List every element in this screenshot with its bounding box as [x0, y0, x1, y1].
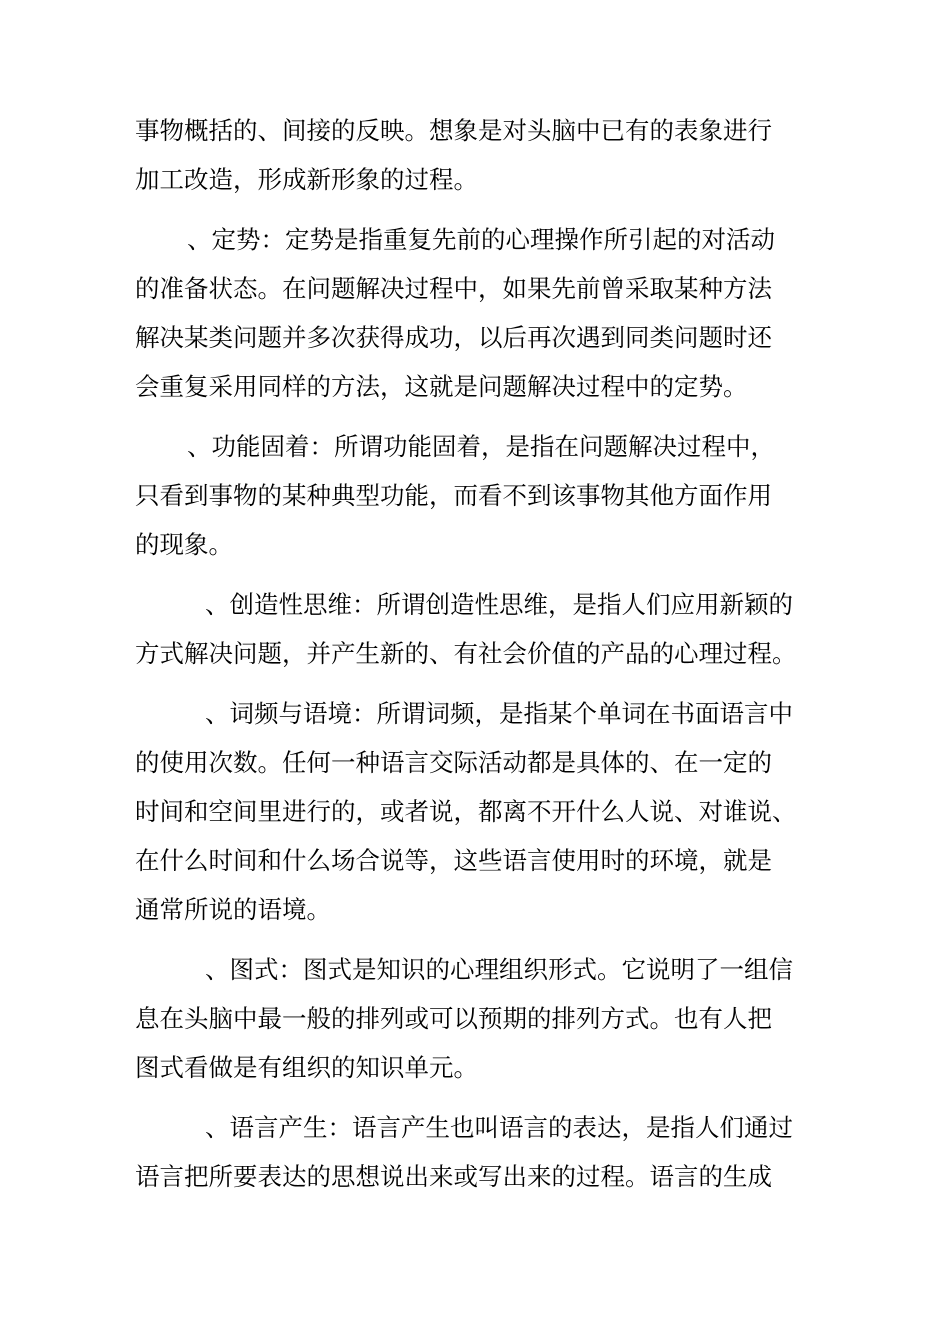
text-line: 会重复采用同样的方法，这就是问题解决过程中的定势。: [135, 372, 748, 401]
text-line: 的现象。: [135, 530, 233, 559]
text-line: 时间和空间里进行的，或者说，都离不开什么人说、对谁说、: [135, 797, 797, 826]
text-line: 、创造性思维：所谓创造性思维，是指人们应用新颖的: [205, 590, 793, 619]
text-line: 通常所说的语境。: [135, 895, 331, 924]
text-line: 图式看做是有组织的知识单元。: [135, 1053, 478, 1082]
paragraph-language-production: [135, 1103, 825, 1201]
document-body: [135, 106, 825, 1212]
text-line: 加工改造，形成新形象的过程。: [135, 165, 478, 194]
text-line: 在什么时间和什么场合说等，这些语言使用时的环境，就是: [135, 846, 772, 875]
paragraph-schema: [135, 945, 825, 1092]
text-line: 语言把所要表达的思想说出来或写出来的过程。语言的生成: [135, 1162, 772, 1191]
paragraph-set: [135, 215, 825, 411]
text-line: 方式解决问题，并产生新的、有社会价值的产品的心理过程。: [135, 639, 797, 668]
paragraph-creative-thinking: [135, 580, 825, 678]
text-line: 、图式：图式是知识的心理组织形式。它说明了一组信: [205, 955, 793, 984]
text-line: 只看到事物的某种典型功能，而看不到该事物其他方面作用: [135, 481, 772, 510]
text-line: 事物概括的、间接的反映。想象是对头脑中已有的表象进行: [135, 116, 772, 145]
text-line: 解决某类问题并多次获得成功，以后再次遇到同类问题时还: [135, 323, 772, 352]
text-line: 、功能固着：所谓功能固着，是指在问题解决过程中，: [187, 432, 775, 461]
text-line: 、词频与语境：所谓词频，是指某个单词在书面语言中: [205, 699, 793, 728]
text-line: 、语言产生：语言产生也叫语言的表达，是指人们通过: [205, 1113, 793, 1142]
text-line: 、定势：定势是指重复先前的心理操作所引起的对活动: [187, 225, 775, 254]
paragraph-imagination-continued: [135, 106, 825, 204]
paragraph-functional-fixedness: [135, 422, 825, 569]
text-line: 的使用次数。任何一种语言交际活动都是具体的、在一定的: [135, 748, 772, 777]
text-line: 的准备状态。在问题解决过程中，如果先前曾采取某种方法: [135, 274, 772, 303]
paragraph-word-frequency-context: [135, 689, 825, 934]
text-line: 息在头脑中最一般的排列或可以预期的排列方式。也有人把: [135, 1004, 772, 1033]
